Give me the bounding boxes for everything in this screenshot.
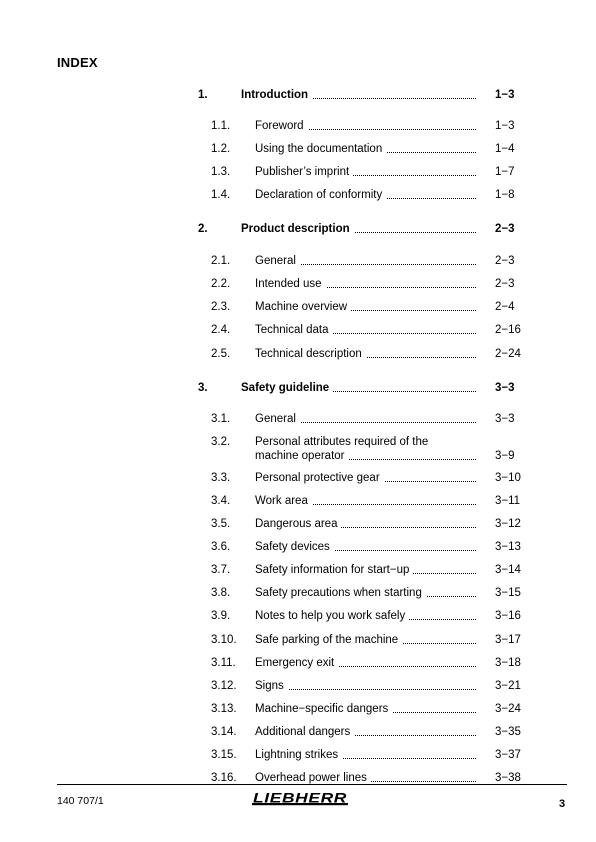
footer-divider [57,784,567,785]
toc-title [255,142,476,156]
toc-title [255,254,476,268]
toc-chapter-row [0,381,596,397]
toc-section-row [0,494,596,510]
toc-page-ref: 1−3 [495,89,515,101]
toc-section-row [0,702,596,718]
toc-number: 2.5. [211,348,231,360]
toc-page-ref: 2−3 [495,278,515,290]
toc-number: 3.7. [211,564,231,576]
toc-page-ref: 1−3 [495,120,515,132]
toc-page-ref: 3−15 [495,587,521,599]
toc-number: 3.8. [211,587,231,599]
toc-section-row [0,633,596,649]
toc-number: 1.2. [211,143,231,155]
toc-page-ref: 3−37 [495,749,521,761]
toc-section-row [0,656,596,672]
toc-title [255,748,476,762]
toc-title [255,471,476,485]
toc-number: 1.4. [211,189,231,201]
toc-number: 3.14. [211,726,237,738]
liebherr-logo [252,790,348,808]
toc-title [255,517,476,531]
toc-title-line: Personal attributes required of the [255,435,476,449]
toc-number: 3.5. [211,518,231,530]
toc-page-ref: 1−8 [495,189,515,201]
toc-number: 1.1. [211,120,231,132]
toc-title [255,586,476,600]
toc-title-text: Technical data [255,324,333,336]
toc-title [255,165,476,179]
toc-page-ref: 1−7 [495,166,515,178]
toc-title [255,656,476,670]
toc-section-row [0,725,596,741]
toc-title-text: Machine overview [255,301,351,313]
toc-page-ref: 1−4 [495,143,515,155]
toc-number: 3.11. [211,657,236,669]
toc-page-ref: 3−11 [495,495,521,507]
toc-title [241,222,476,236]
toc-page-ref: 3−18 [495,657,521,669]
toc-title-line: machine operator [255,450,349,462]
toc-title-text: Personal protective gear [255,472,384,484]
toc-title [255,540,476,554]
toc-title-text: Foreword [255,120,308,132]
page-title: INDEX [57,55,98,70]
toc-section-row [0,347,596,363]
toc-title [255,412,476,426]
toc-section-row [0,540,596,556]
toc-title-text: Technical description [255,348,366,360]
toc-number: 3.6. [211,541,231,553]
toc-section-row [0,517,596,533]
toc-section-row [0,609,596,625]
toc-section-row [0,471,596,487]
toc-number: 3. [198,382,208,394]
toc-title [255,494,476,508]
toc-page-ref: 3−10 [495,472,521,484]
toc-number: 2. [198,223,208,235]
toc-title [255,679,476,693]
toc-page-ref: 3−14 [495,564,521,576]
toc-number: 3.9. [211,610,231,622]
toc-title-text: Product description [241,223,354,235]
toc-page-ref: 3−3 [495,382,515,394]
toc-page-ref: 3−3 [495,413,515,425]
toc-page-ref: 2−4 [495,301,515,313]
toc-title-text: Using the documentation [255,143,386,155]
toc-page-ref: 3−16 [495,610,521,622]
toc-number: 3.2. [211,436,231,448]
toc-number: 3.15. [211,749,237,761]
toc-title-text: General [255,413,300,425]
toc-title-text: Signs [255,680,288,692]
toc-page-ref: 3−21 [495,680,521,692]
toc-section-row [0,563,596,579]
toc-title-text: Declaration of conformity [255,189,386,201]
dot-leader [255,689,476,690]
toc-number: 2.2. [211,278,231,290]
toc-page-ref: 3−24 [495,703,521,715]
toc-number: 3.10. [211,634,237,646]
toc-title-text: Dangerous area [255,518,341,530]
toc-page-ref: 2−24 [495,348,521,360]
toc-title-text: Overhead power lines [255,772,371,784]
toc-title-text: Introduction [241,89,312,101]
toc-section-row [0,254,596,270]
toc-page-ref: 3−35 [495,726,521,738]
page-number: 3 [559,798,566,810]
toc-number: 1. [198,89,208,101]
toc-title-text: General [255,255,300,267]
toc-section-row [0,679,596,695]
toc-page-ref: 3−38 [495,772,521,784]
document-number: 140 707/1 [57,795,104,807]
toc-title [255,725,476,739]
toc-title [255,277,476,291]
toc-chapter-row [0,88,596,104]
toc-title-text: Machine−specific dangers [255,703,392,715]
toc-page-ref: 3−12 [495,518,521,530]
toc-title [255,300,476,314]
svg-text:LIEBHERR: LIEBHERR [253,790,348,806]
toc-section-row [0,300,596,316]
toc-title [255,435,476,463]
toc-number: 2.1. [211,255,231,267]
toc-title-text: Notes to help you work safely [255,610,409,622]
toc-section-row [0,435,596,465]
toc-title [241,88,476,102]
toc-number: 1.3. [211,166,231,178]
toc-title [255,771,476,785]
toc-title-text: Safe parking of the machine [255,634,402,646]
toc-section-row [0,142,596,158]
toc-number: 3.4. [211,495,231,507]
toc-title [255,609,476,623]
toc-chapter-row [0,222,596,238]
toc-title-text: Publisher’s imprint [255,166,353,178]
toc-section-row [0,277,596,293]
toc-section-row [0,188,596,204]
toc-title [255,633,476,647]
toc-section-row [0,323,596,339]
toc-number: 3.16. [211,772,237,784]
toc-title [241,381,476,395]
toc-section-row [0,119,596,135]
toc-page-ref: 2−3 [495,255,515,267]
toc-title [255,323,476,337]
toc-section-row [0,165,596,181]
toc-title-text: Lightning strikes [255,749,342,761]
toc-title [255,563,476,577]
toc-page-ref: 3−13 [495,541,521,553]
toc-title [255,119,476,133]
toc-number: 3.3. [211,472,231,484]
toc-section-row [0,412,596,428]
toc-section-row [0,586,596,602]
toc-section-row [0,748,596,764]
toc-title [255,347,476,361]
toc-page-ref: 2−16 [495,324,521,336]
toc-title-text: Safety devices [255,541,334,553]
toc-title-text: Safety precautions when starting [255,587,426,599]
toc-page-ref: 3−17 [495,634,521,646]
toc-title-text: Safety information for start−up [255,564,413,576]
toc-number: 3.12. [211,680,237,692]
toc-number: 2.3. [211,301,231,313]
toc-title-text: Additional dangers [255,726,354,738]
toc-title-text: Safety guideline [241,382,333,394]
toc-number: 3.13. [211,703,237,715]
toc-title [255,188,476,202]
toc-title-text: Intended use [255,278,326,290]
toc-number: 2.4. [211,324,231,336]
toc-title-text: Work area [255,495,312,507]
toc-title-text: Emergency exit [255,657,338,669]
toc-page-ref: 3−9 [495,450,515,462]
toc-title [255,702,476,716]
toc-number: 3.1. [211,413,231,425]
toc-page-ref: 2−3 [495,223,515,235]
